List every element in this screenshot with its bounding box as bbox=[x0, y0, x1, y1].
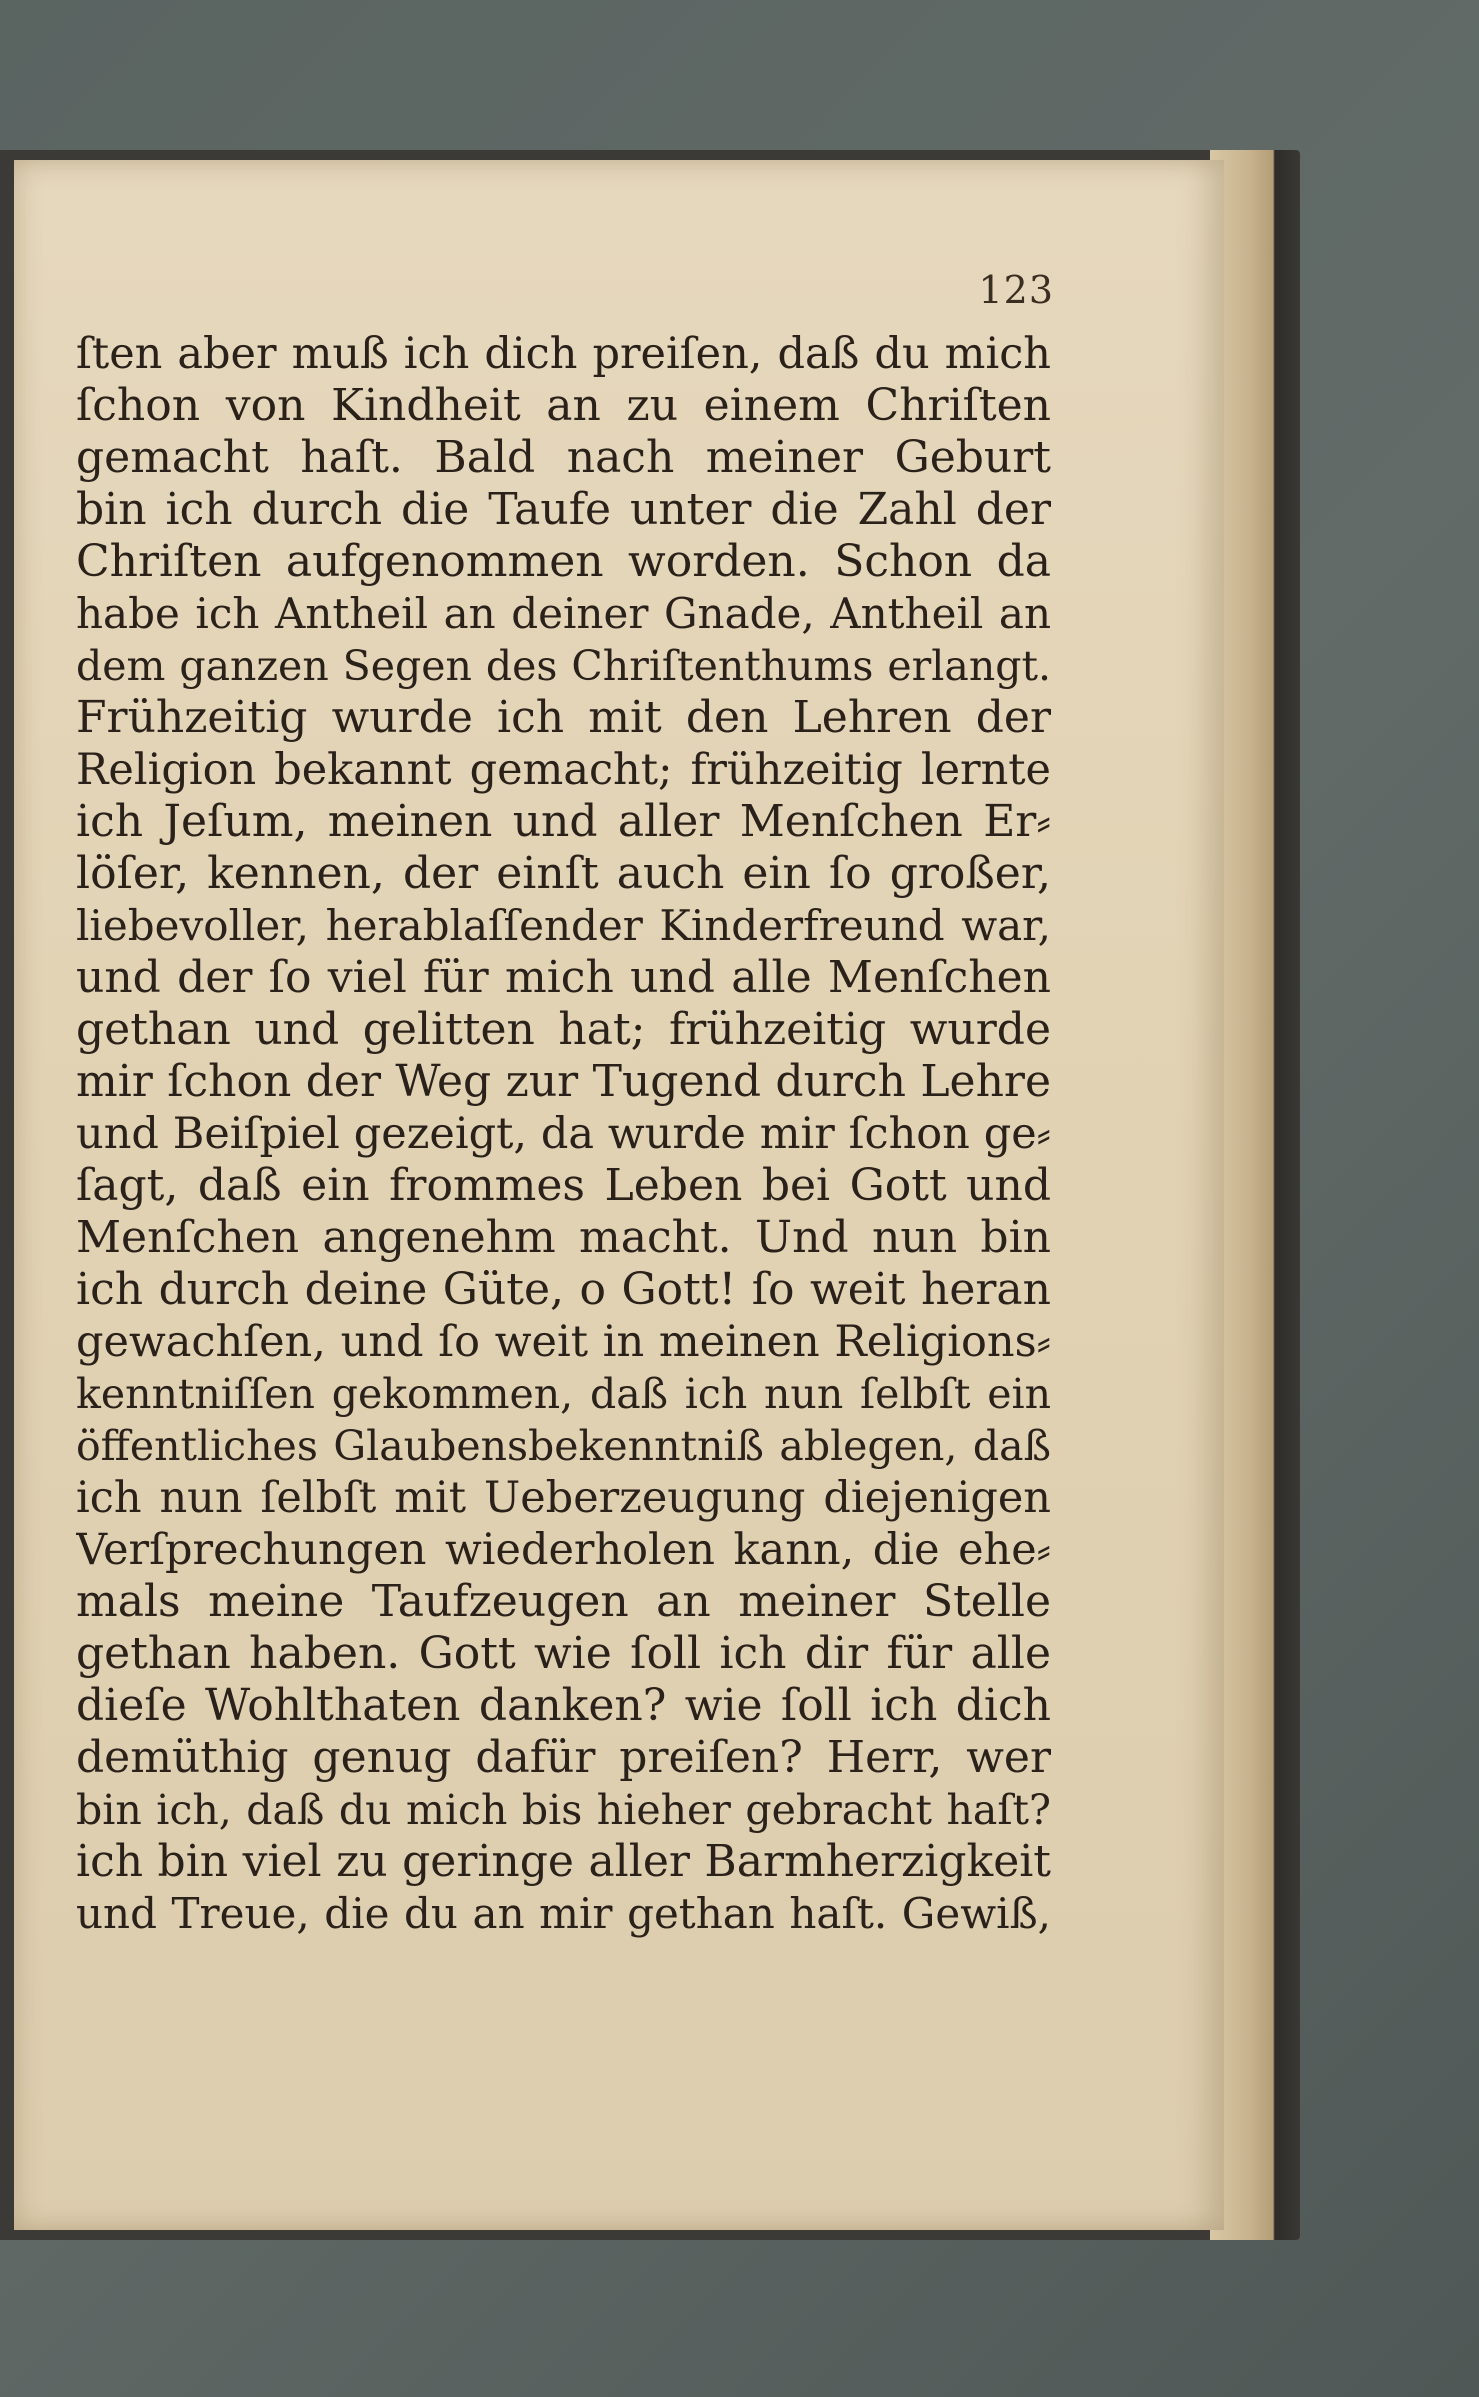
text-line: ſagt, daß ein frommes Leben bei Gott und bbox=[76, 1160, 1051, 1211]
text-line: liebevoller, herablaſſender Kinderfreund war, bbox=[76, 901, 1051, 950]
page-text bbox=[76, 328, 1051, 1940]
text-line: habe ich Antheil an deiner Gnade, Antheil an bbox=[76, 589, 1051, 638]
text-line: und Beiſpiel gezeigt, da wurde mir ſchon ge⸗ bbox=[76, 1109, 1051, 1159]
text-line: ich Jeſum, meinen und aller Menſchen Er⸗ bbox=[76, 796, 1051, 847]
text-line: Religion bekannt gemacht; frühzeitig lernte bbox=[76, 745, 1051, 795]
text-line: ich nun ſelbſt mit Ueberzeugung diejenigen bbox=[76, 1473, 1051, 1523]
text-line: Chriſten aufgenommen worden. Schon da bbox=[76, 536, 1051, 587]
book-page bbox=[14, 160, 1224, 2230]
text-line: bin ich durch die Taufe unter die Zahl der bbox=[76, 484, 1051, 535]
text-line: ſten aber muß ich dich preiſen, daß du mich bbox=[76, 329, 1051, 379]
text-line: dieſe Wohlthaten danken? wie ſoll ich dich bbox=[76, 1680, 1051, 1731]
text-line: gethan und gelitten hat; frühzeitig wurde bbox=[76, 1004, 1051, 1055]
text-line: ſchon von Kindheit an zu einem Chriſten bbox=[76, 380, 1051, 431]
text-line: mals meine Taufzeugen an meiner Stelle bbox=[76, 1576, 1051, 1627]
page-number: 123 bbox=[978, 268, 1054, 312]
text-line: dem ganzen Segen des Chriſtenthums erlangt. bbox=[76, 642, 1051, 690]
text-line: ich durch deine Güte, o Gott! ſo weit heran bbox=[76, 1264, 1051, 1315]
text-line: gethan haben. Gott wie ſoll ich dir für alle bbox=[76, 1628, 1051, 1679]
text-line: gemacht haſt. Bald nach meiner Geburt bbox=[76, 432, 1051, 483]
text-line: Menſchen angenehm macht. Und nun bin bbox=[76, 1212, 1051, 1263]
text-line: gewachſen, und ſo weit in meinen Religions⸗ bbox=[76, 1317, 1051, 1367]
text-line: Verſprechungen wiederholen kann, die ehe⸗ bbox=[76, 1525, 1051, 1575]
text-line: ich bin viel zu geringe aller Barmherzigkeit bbox=[76, 1836, 1051, 1887]
text-line: öffentliches Glaubensbekenntniß ablegen, daß bbox=[76, 1422, 1051, 1470]
text-line: Frühzeitig wurde ich mit den Lehren der bbox=[76, 692, 1051, 743]
text-line: und Treue, die du an mir gethan haſt. Gewiß, bbox=[76, 1889, 1051, 1938]
text-line: demüthig genug dafür preiſen? Herr, wer bbox=[76, 1732, 1051, 1783]
text-line: bin ich, daß du mich bis hieher gebracht haſt? bbox=[76, 1786, 1051, 1834]
text-line: kenntniſſen gekommen, daß ich nun ſelbſt ein bbox=[76, 1370, 1051, 1418]
text-line: mir ſchon der Weg zur Tugend durch Lehre bbox=[76, 1056, 1051, 1107]
text-line: löſer, kennen, der einſt auch ein ſo großer, bbox=[76, 848, 1051, 899]
text-line: und der ſo viel für mich und alle Menſchen bbox=[76, 952, 1051, 1003]
